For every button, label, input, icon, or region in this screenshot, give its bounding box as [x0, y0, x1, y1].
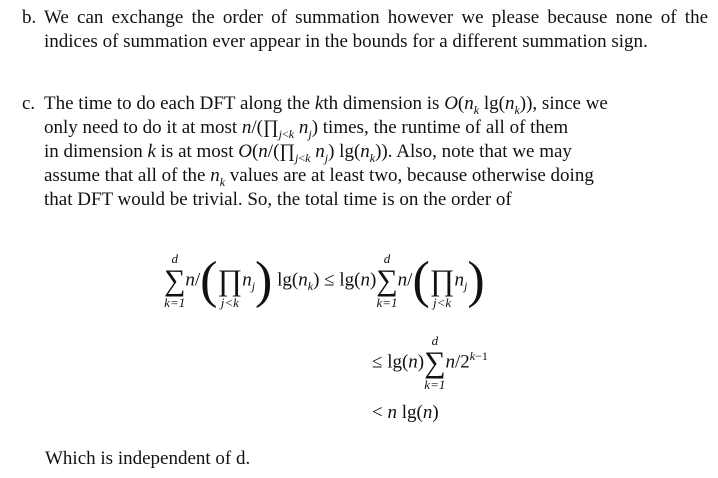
- item-b-text: We can exchange the order of summation however we please because none of the indices of summation ever appear in the bounds for a different summation sign.: [44, 7, 708, 52]
- closing-sentence: Which is independent of d.: [45, 448, 251, 469]
- item-marker-c: c.: [22, 93, 36, 114]
- item-marker-b: b.: [22, 7, 37, 28]
- equation-line-3: < n lg(n): [372, 402, 439, 423]
- item-c-text: The time to do each DFT along the kth dimension is $O(n_k$ $\lg(n_k)$), since we only need to do it at most $n/(\prod_{j<k}$ $n_j$) times, the runtime of all of them in dimension k is at most $O(n/(\prod_{j<k}$ $n_j$) $\lg(n_k)$). Also, note that we may assume that all of the $n_k$ values are at least two, because otherwise doing that DFT would be trivial. So, the total time is on the order of: [44, 93, 608, 210]
- list-item-c: [22, 92, 708, 212]
- equation-line-1: d ∑ k=1 n/( ∏ j<k $n_j$) $\lg(n_k) \le \lg(n)$ d ∑ k=1 n/( ∏ j<k $n_j$): [164, 251, 485, 310]
- list-item-b: [22, 6, 708, 54]
- equation-line-2: ≤ lg(n) d ∑ k=1 $n/2^{k-1}$: [372, 333, 488, 392]
